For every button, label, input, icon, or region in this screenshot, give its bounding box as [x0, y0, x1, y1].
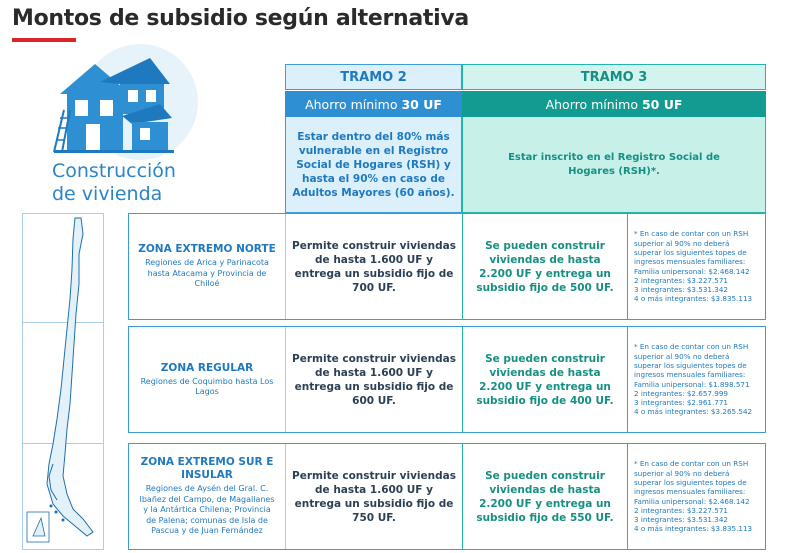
- map-column: [22, 213, 104, 550]
- zone-subtitle: Regiones de Arica y Parinacota hasta Atacama y Provincia de Chiloé: [145, 258, 269, 289]
- zone-tramo2-text: Permite construir viviendas de hasta 1.600 UF y entrega un subsidio fijo de 600 UF.: [286, 327, 463, 432]
- zone-tramo2-text: Permite construir viviendas de hasta 1.600 UF y entrega un subsidio fijo de 700 UF.: [286, 214, 463, 319]
- section-title: [52, 160, 176, 206]
- tramo2-ahorro-prefix: Ahorro mínimo: [305, 96, 398, 112]
- chile-map-icon: [23, 214, 103, 549]
- tramo3-label: TRAMO 3: [462, 64, 766, 90]
- zone-tramo2-text: Permite construir viviendas de hasta 1.600 UF y entrega un subsidio fijo de 750 UF.: [286, 444, 463, 549]
- zone-tramo3-text: Se pueden construir viviendas de hasta 2.200 UF y entrega un subsidio fijo de 400 UF.: [463, 327, 628, 432]
- zone-row-extremo-sur: [128, 443, 766, 550]
- zone-note-text: * En caso de contar con un RSH superior al 90% no deberá superar los siguientes topes de ingresos mensuales familiares: Familia unipersonal: $1.898.571 2 integrantes: $2.657.999 3 integrantes: $2.961.771 4 o más integrantes: $3.265.542: [634, 342, 753, 417]
- zone-tramo3-text: Se pueden construir viviendas de hasta 2.200 UF y entrega un subsidio fijo de 500 UF.: [463, 214, 628, 319]
- zone-note: [628, 444, 765, 549]
- zone-title: ZONA EXTREMO NORTE: [138, 243, 276, 256]
- section-title-line2: de vivienda: [52, 183, 163, 205]
- tramo3-ahorro: [462, 91, 766, 117]
- section-title-line1: Construcción: [52, 160, 176, 182]
- zone-note-text: * En caso de contar con un RSH superior al 90% no deberá superar los siguientes topes de ingresos mensuales familiares: Familia unipersonal: $2.468.142 2 integrantes: $3.227.571 3 integrantes: $3.531.342 4 o más integrantes: $3.835.113: [634, 459, 753, 534]
- page-title: Montos de subsidio según alternativa: [12, 6, 469, 31]
- title-underline: [12, 38, 76, 42]
- zone-title: ZONA EXTREMO SUR E INSULAR: [140, 456, 274, 482]
- tramo2-ahorro: [285, 91, 462, 117]
- zone-subtitle: Regiones de Coquimbo hasta Los Lagos: [140, 376, 274, 396]
- zone-title: ZONA REGULAR: [160, 361, 254, 374]
- tramo2-label: TRAMO 2: [285, 64, 462, 90]
- zone-tramo3-text: Se pueden construir viviendas de hasta 2.200 UF y entrega un subsidio fijo de 550 UF.: [463, 444, 628, 549]
- zone-name-cell: [129, 327, 286, 432]
- tramo2-requirement: Estar dentro del 80% más vulnerable en el Registro Social de Hogares (RSH) y hasta el 90% en caso de Adultos Mayores (60 años).: [285, 117, 462, 213]
- zone-name-cell: [129, 214, 286, 319]
- zone-note: [628, 327, 765, 432]
- tramo2-ahorro-value: 30 UF: [401, 96, 442, 112]
- zone-row-regular: [128, 326, 766, 433]
- tramo3-ahorro-prefix: Ahorro mínimo: [545, 96, 638, 112]
- house-icon: [40, 44, 240, 164]
- zone-note: [628, 214, 765, 319]
- zone-subtitle: Regiones de Aysén del Gral. C. Ibañez del Campo, de Magallanes y la Antártica Chilena; Provincia de Palena; comunas de Isla de Pascua y de Juan Fernández: [139, 484, 275, 536]
- zone-note-text: * En caso de contar con un RSH superior al 90% no deberá superar los siguientes topes de ingresos mensuales familiares: Familia unipersonal: $2.468.142 2 integrantes: $3.227.571 3 integrantes: $3.531.342 4 o más integrantes: $3.835.113: [634, 229, 753, 304]
- zone-name-cell: [129, 444, 286, 549]
- tramo3-ahorro-value: 50 UF: [641, 96, 683, 112]
- tramo3-requirement: Estar inscrito en el Registro Social de Hogares (RSH)*.: [462, 117, 766, 213]
- zone-row-extremo-norte: [128, 213, 766, 320]
